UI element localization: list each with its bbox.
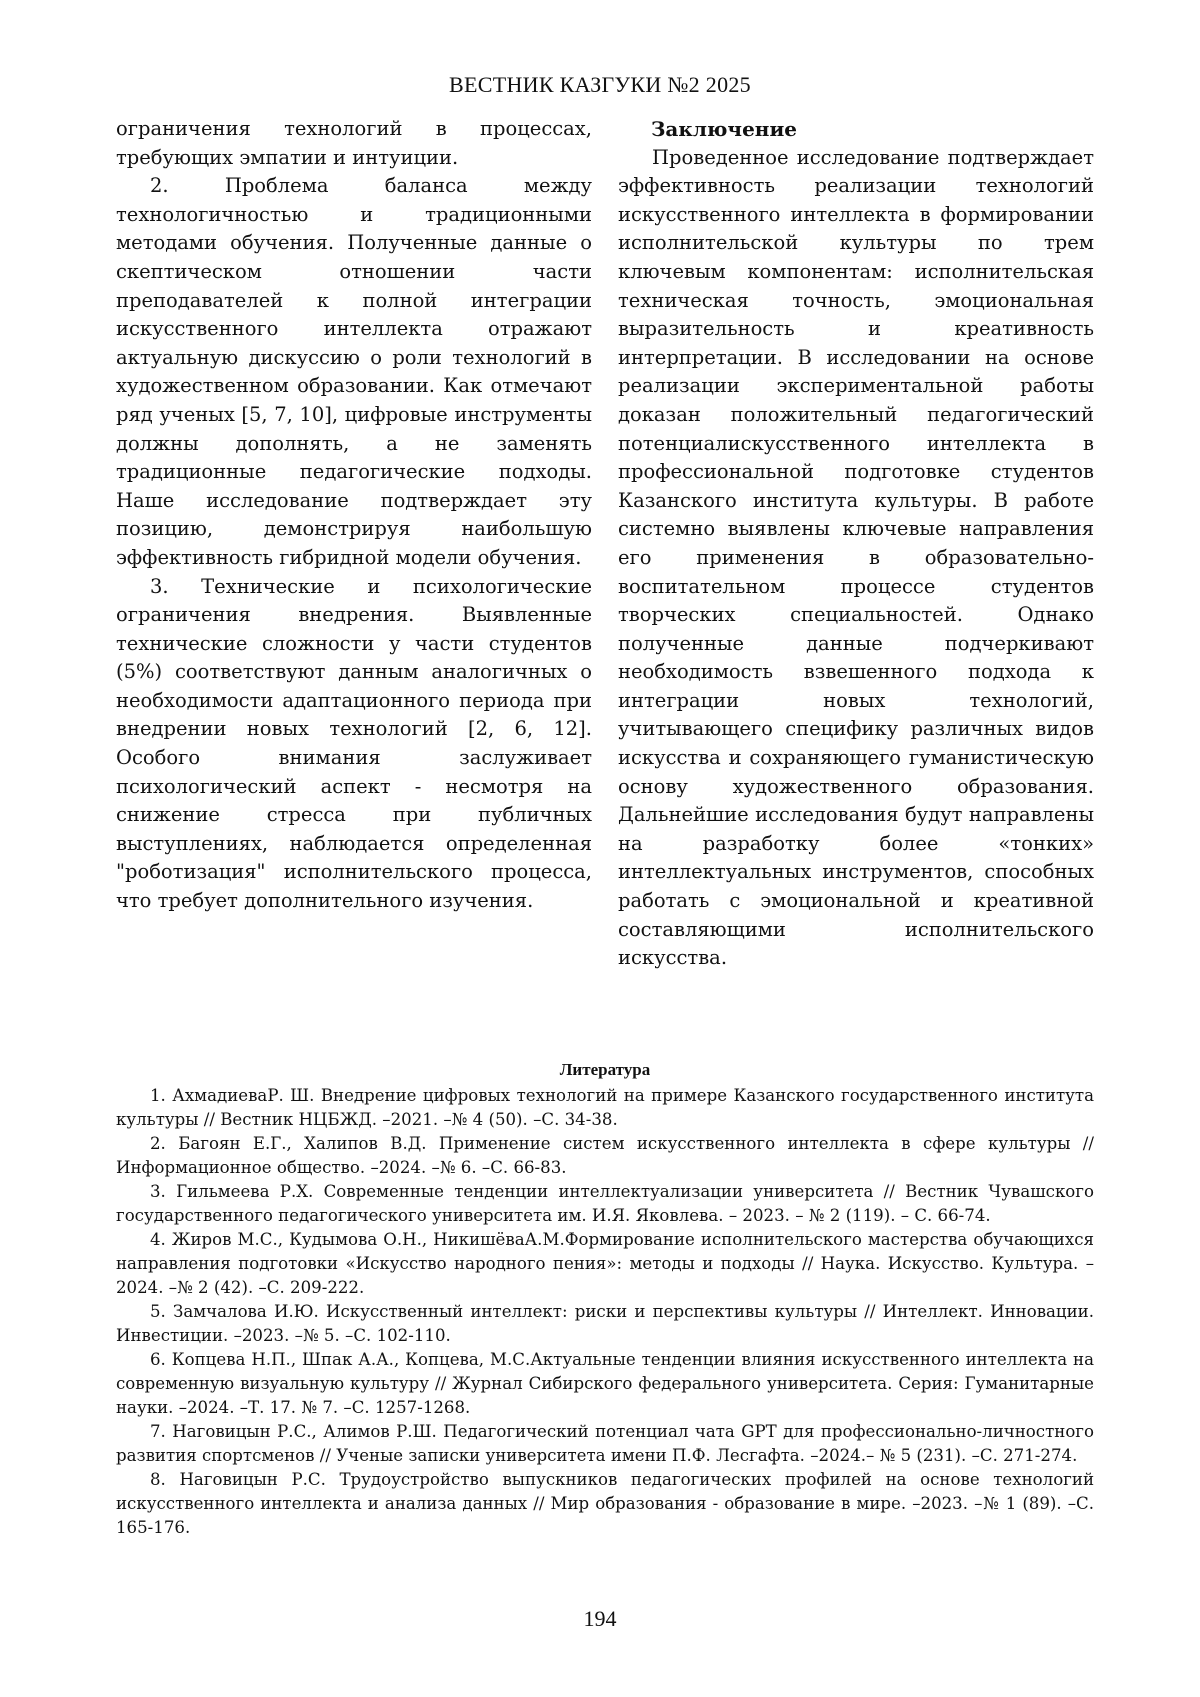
body-paragraph: ограничения технологий в процессах, требующих эмпатии и интуиции. <box>116 117 592 169</box>
body-paragraph: 3. Технические и психологические ограничения внедрения. Выявленные технические сложности у части студентов (5%) соответствуют данным аналогичных о необходимости адаптационного периода при внедрении новых технологий [2, 6, 12]. Особого внимания заслуживает психологический аспект - несмотря на снижение стресса при публичных выступлениях, наблюдается определенная "роботизация" исполнительского процесса, что требует дополнительного изучения. <box>116 574 592 913</box>
reference-item: 5. Замчалова И.Ю. Искусственный интеллект: риски и перспективы культуры // Интеллект. Инновации. Инвестиции. –2023. –№ 5. –С. 102-110. <box>116 1302 1094 1345</box>
page-number: 194 <box>583 1606 617 1631</box>
reference-item: 3. Гильмеева Р.Х. Современные тенденции интеллектуализации университета // Вестник Чувашского государственного педагогического университета им. И.Я. Яковлева. – 2023. – № 2 (119). – С. 66-74. <box>116 1182 1094 1225</box>
reference-item: 8. Наговицын Р.С. Трудоустройство выпускников педагогических профилей на основе технологий искусственного интеллекта и анализа данных // Мир образования - образование в мире. –2023. –№ 1 (89). –С. 165-176. <box>116 1470 1094 1537</box>
reference-item: 2. Багоян Е.Г., Халипов В.Д. Применение систем искусственного интеллекта в сфере культуры // Информационное общество. –2024. –№ 6. –С. 66-83. <box>116 1134 1094 1177</box>
references-section <box>116 1058 1094 1540</box>
reference-item: 1. АхмадиеваР. Ш. Внедрение цифровых технологий на примере Казанского государственного института культуры // Вестник НЦБЖД. –2021. –№ 4 (50). –С. 34-38. <box>116 1086 1094 1129</box>
right-column <box>618 115 1094 973</box>
references-heading: Литература <box>559 1060 651 1079</box>
reference-item: 7. Наговицын Р.С., Алимов Р.Ш. Педагогический потенциал чата GPT для профессионально-личностного развития спортсменов // Ученые записки университета имени П.Ф. Лесгафта. –2024.– № 5 (231). –С. 271-274. <box>116 1422 1094 1465</box>
conclusion-heading: Заключение <box>651 117 797 141</box>
left-column <box>116 115 592 916</box>
conclusion-paragraph: Проведенное исследование подтверждает эффективность реализации технологий искусственного интеллекта в формировании исполнительской культуры по трем ключевым компонентам: исполнительская техническая точность, эмоциональная выразительность и креативность интерпретации. В исследовании на основе реализации экспериментальной работы доказан положительный педагогический потенциалискусственного интеллекта в профессиональной подготовке студентов Казанского института культуры. В работе системно выявлены ключевые направления его применения в образовательно-воспитательном процессе студентов творческих специальностей. Однако полученные данные подчеркивают необходимость взвешенного подхода к интеграции новых технологий, учитывающего специфику различных видов искусства и сохраняющего гуманистическую основу художественного образования. Дальнейшие исследования будут направлены на разработку более «тонких» интеллектуальных инструментов, способных работать с эмоциональной и креативной составляющими исполнительского искусства. <box>618 145 1094 970</box>
reference-item: 6. Копцева Н.П., Шпак А.А., Копцева, М.С.Актуальные тенденции влияния искусственного интеллекта на современную визуальную культуру // Журнал Сибирского федерального университета. Серия: Гуманитарные науки. –2024. –Т. 17. № 7. –С. 1257-1268. <box>116 1350 1094 1417</box>
body-paragraph: 2. Проблема баланса между технологичностью и традиционными методами обучения. Полученные данные о скептическом отношении части преподавателей к полной интеграции искусственного интеллекта отражают актуальную дискуссию о роли технологий в художественном образовании. Как отмечают ряд ученых [5, 7, 10], цифровые инструменты должны дополнять, а не заменять традиционные педагогические подходы. Наше исследование подтверждает эту позицию, демонстрируя наибольшую эффективность гибридной модели обучения. <box>116 174 592 569</box>
journal-header: ВЕСТНИК КАЗГУКИ №2 2025 <box>449 72 751 97</box>
reference-item: 4. Жиров М.С., Кудымова О.Н., НикишёваА.М.Формирование исполнительского мастерства обучающихся направления подготовки «Искусство народного пения»: методы и подходы // Наука. Искусство. Культура. –2024. –№ 2 (42). –С. 209-222. <box>116 1230 1094 1297</box>
